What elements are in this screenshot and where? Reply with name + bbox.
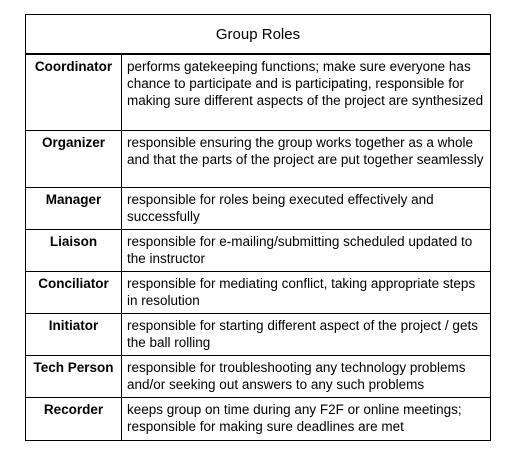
role-description: responsible for mediating conflict, taking appropriate steps in resolution [127, 276, 476, 308]
role-description: responsible ensuring the group works together as a whole and that the parts of the project are put together seamlessly [127, 135, 484, 167]
role-name: Initiator [26, 314, 122, 355]
group-roles-table [25, 14, 491, 441]
role-description: keeps group on time during any F2F or online meetings; responsible for making sure deadlines are met [127, 402, 462, 434]
table-row [26, 314, 490, 356]
table-row [26, 356, 490, 398]
role-name: Liaison [26, 230, 122, 271]
table-row [26, 398, 490, 440]
role-name: Tech Person [26, 356, 122, 397]
role-name: Coordinator [26, 55, 122, 130]
role-description: responsible for starting different aspect of the project / gets the ball rolling [127, 318, 478, 350]
role-description: performs gatekeeping functions; make sure everyone has chance to participate and is participating, responsible for making sure different aspects of the project are synthesized [127, 59, 484, 108]
role-name: Conciliator [26, 272, 122, 313]
role-description: responsible for e-mailing/submitting scheduled updated to the instructor [127, 234, 473, 266]
role-description: responsible for troubleshooting any technology problems and/or seeking out answers to any such problems [127, 360, 466, 392]
role-name: Recorder [26, 398, 122, 440]
table-row [26, 188, 490, 230]
table-title: Group Roles [26, 15, 490, 55]
role-name: Organizer [26, 131, 122, 187]
role-description: responsible for roles being executed effectively and successfully [127, 192, 434, 224]
table-row [26, 230, 490, 272]
table-row [26, 55, 490, 131]
table-row [26, 131, 490, 188]
table-row [26, 272, 490, 314]
role-name: Manager [26, 188, 122, 229]
